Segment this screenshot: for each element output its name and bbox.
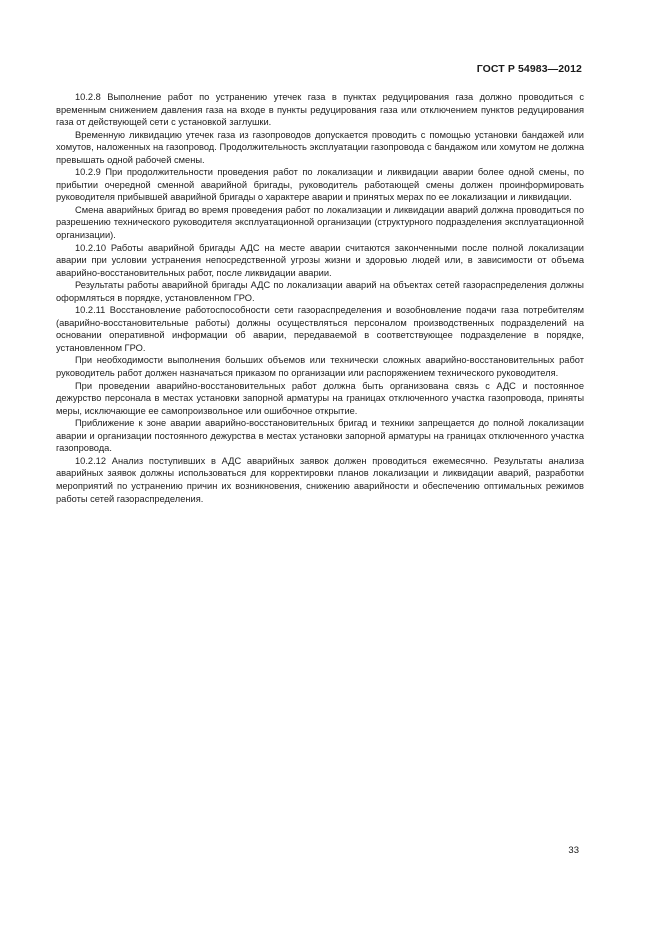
paragraph-approach-prohibition: Приближение к зоне аварии аварийно-восстановительных бригад и техники запрещается до полной локализации аварии и организации постоянного дежурства в местах установки запорной арматуры на границах отключенного участка газопровода. [56, 418, 584, 454]
paragraph-shift-change: Смена аварийных бригад во время проведения работ по локализации и ликвидации аварий должна проводиться по разрешению технического руководителя эксплуатационной организации (структурного подразделения эксплуатационной организации). [56, 204, 584, 241]
document-standard-id: ГОСТ Р 54983—2012 [476, 63, 582, 75]
paragraph-10-2-12: 10.2.12 Анализ поступивших в АДС аварийных заявок должен проводиться ежемесячно. Результаты анализа аварийных заявок должны использоваться для корректировки планов локализации и ликвидации аварий, разработки мероприятий по устранению причин их возникновения, снижению аварийности и обеспечению оптимальных режимов работы сетей газораспределения. [56, 455, 584, 504]
paragraph-10-2-9: 10.2.9 При продолжительности проведения работ по локализации и ликвидации аварии более одной смены, по прибытии очередной сменной аварийной бригады, руководитель работающей смены должен проинформировать руководителя прибывшей аварийной бригады о характере аварии и принятых мерах по ее локализации и ликвидации. [56, 167, 584, 203]
paragraph-10-2-8: 10.2.8 Выполнение работ по устранению утечек газа в пунктах редуцирования газа должно проводиться с временным снижением давления газа на входе в пункты редуцирования газа или отключением пунктов редуцирования газа от действующей сети с установкой заглушки. [56, 92, 584, 128]
page-number: 33 [568, 845, 579, 856]
paragraph-10-2-10: 10.2.10 Работы аварийной бригады АДС на месте аварии считаются законченными после полной локализации аварии при условии устранения непосредственной угрозы жизни и здоровью людей или, в зависимости от объема аварийно-восстановительных работ, после ликвидации аварии. [56, 242, 584, 278]
document-body [56, 91, 584, 505]
paragraph-communication-duty: При проведении аварийно-восстановительных работ должна быть организована связь с АДС и постоянное дежурство персонала в местах установки запорной арматуры на границах отключенного участка газопровода, приняты меры, исключающие ее самопроизвольное или ошибочное открытие. [56, 380, 584, 416]
paragraph-10-2-11: 10.2.11 Восстановление работоспособности сети газораспределения и возобновление подачи газа потребителям (аварийно-восстановительные работы) должны осуществляться персоналом производственных подразделений на основании оперативной информации об аварии, передаваемой в соответствующее подразделение в порядке, установленном ГРО. [56, 305, 584, 353]
paragraph-work-results: Результаты работы аварийной бригады АДС по локализации аварий на объектах сетей газораспределения должны оформляться в порядке, установленном ГРО. [56, 280, 584, 303]
paragraph-temporary-leak-repair: Временную ликвидацию утечек газа из газопроводов допускается проводить с помощью установки бандажей или хомутов, наложенных на газопровод. Продолжительность эксплуатации газопровода с бандажом или хомутом не должна превышать одной рабочей смены. [56, 129, 584, 165]
paragraph-large-scale-works: При необходимости выполнения больших объемов или технически сложных аварийно-восстановительных работ руководитель работ должен назначаться приказом по организации или распоряжением технического руководителя. [56, 355, 584, 379]
